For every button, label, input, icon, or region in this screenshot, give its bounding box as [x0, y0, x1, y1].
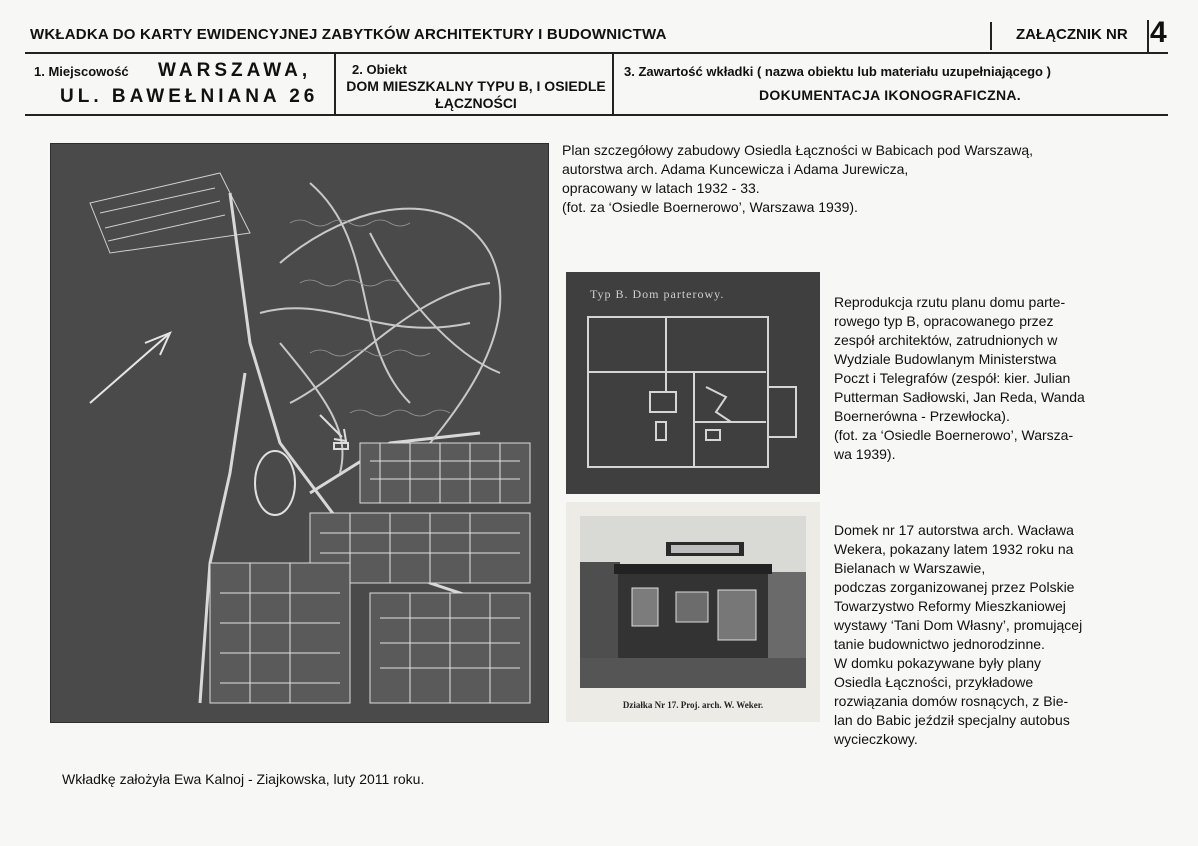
fields-rule — [25, 114, 1168, 116]
caption-line: Wydziale Budowlanym Ministerstwa — [834, 351, 1057, 367]
annex-label: ZAŁĄCZNIK NR — [1016, 26, 1128, 43]
document-title: WKŁADKA DO KARTY EWIDENCYJNEJ ZABYTKÓW ARCHITEKTURY I BUDOWNICTWA — [30, 26, 667, 43]
caption-line: rowego typ B, opracowanego przez — [834, 313, 1054, 329]
locality-value-line2: UL. BAWEŁNIANA 26 — [60, 86, 319, 107]
field-divider-1 — [334, 54, 336, 116]
caption-line: Reprodukcja rzutu planu domu parte- — [834, 294, 1066, 310]
caption-line: Poczt i Telegrafów (zespół: kier. Julian — [834, 370, 1071, 386]
caption-line: Osiedla Łączności, przykładowe — [834, 674, 1034, 690]
caption-line: Boernerówna - Przewłocka). — [834, 408, 1010, 424]
content-value: DOKUMENTACJA IKONOGRAFICZNA. — [759, 87, 1021, 103]
site-plan-photo — [50, 143, 549, 723]
site-plan-caption — [562, 141, 1162, 217]
house-photo-caption: Działka Nr 17. Proj. arch. W. Weker. — [622, 700, 764, 710]
caption-line: lan do Babic jeździł specjalny autobus — [834, 712, 1070, 728]
house-caption — [834, 521, 1164, 749]
field-divider-2 — [612, 54, 614, 116]
caption-line: wa 1939). — [834, 446, 896, 462]
caption-line: (fot. za ‘Osiedle Boernerowo’, Warsza- — [834, 427, 1074, 443]
author-footer: Wkładkę założyła Ewa Kalnoj - Ziajkowska, luty 2011 roku. — [62, 771, 425, 787]
caption-line: rozwiązania domów rosnących, z Bie- — [834, 693, 1069, 709]
house-photo — [566, 502, 820, 722]
caption-line: W domku pokazywane były plany — [834, 655, 1041, 671]
locality-label: 1. Miejscowość — [34, 64, 129, 79]
caption-line: zespół architektów, zatrudnionych w — [834, 332, 1058, 348]
object-value: DOM MIESZKALNY TYPU B, I OSIEDLE ŁĄCZNOŚCI — [346, 78, 606, 111]
caption-line: podczas zorganizowanej przez Polskie — [834, 579, 1075, 595]
caption-line: tanie budownictwo jednorodzinne. — [834, 636, 1045, 652]
annex-divider — [1147, 20, 1149, 52]
floor-plan-photo — [566, 272, 820, 494]
annex-number: 4 — [1150, 16, 1167, 49]
caption-line: opracowany w latach 1932 - 33. — [562, 180, 760, 196]
caption-line: (fot. za ‘Osiedle Boernerowo’, Warszawa 1939). — [562, 199, 858, 215]
floor-plan-caption — [834, 293, 1164, 464]
caption-line: Plan szczegółowy zabudowy Osiedla Łączności w Babicach pod Warszawą, — [562, 142, 1034, 158]
locality-value-line1: WARSZAWA, — [158, 60, 312, 81]
caption-line: Domek nr 17 autorstwa arch. Wacława — [834, 522, 1074, 538]
caption-line: Bielanach w Warszawie, — [834, 560, 986, 576]
caption-line: Putterman Sadłowski, Jan Reda, Wanda — [834, 389, 1085, 405]
caption-line: Wekera, pokazany latem 1932 roku na — [834, 541, 1074, 557]
caption-line: Towarzystwo Reformy Mieszkaniowej — [834, 598, 1066, 614]
caption-line: wycieczkowy. — [834, 731, 918, 747]
caption-line: wystawy ‘Tani Dom Własny’, promującej — [834, 617, 1083, 633]
object-label: 2. Obiekt — [352, 62, 407, 77]
header-rule — [25, 52, 1168, 54]
header-divider — [990, 22, 992, 50]
floor-plan-title: Typ B. Dom parterowy. — [590, 287, 725, 301]
content-label: 3. Zawartość wkładki ( nazwa obiektu lub materiału uzupełniającego ) — [624, 64, 1051, 79]
caption-line: autorstwa arch. Adama Kuncewicza i Adama Jurewicza, — [562, 161, 909, 177]
